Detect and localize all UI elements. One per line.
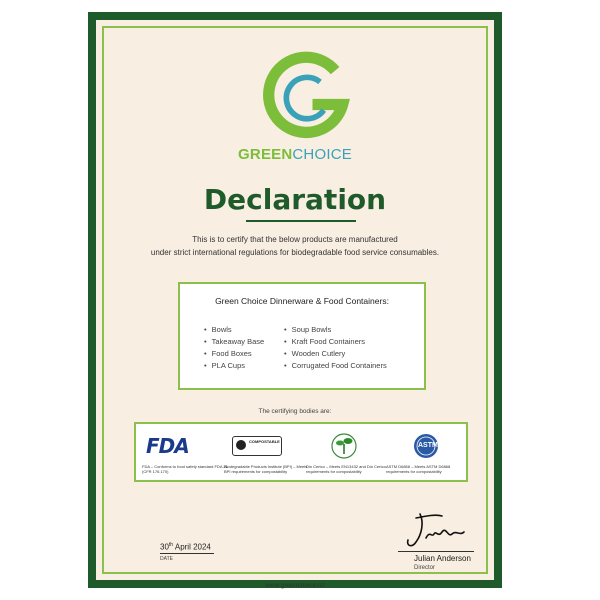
date-line <box>160 553 214 554</box>
bpi-logo-text: COMPOSTABLE <box>249 439 280 444</box>
list-item: • Bowls <box>204 324 264 336</box>
fda-logo-icon: FDA <box>146 434 189 458</box>
signatory-name: Julian Anderson <box>414 554 471 563</box>
list-item: • Food Boxes <box>204 348 264 360</box>
date-value <box>160 542 211 552</box>
date-day: 30 <box>160 542 169 552</box>
intro-line-1: This is to certify that the below products are manufactured <box>192 235 398 244</box>
products-column-2 <box>284 324 387 372</box>
cert-din <box>306 430 386 478</box>
list-item: • Kraft Food Containers <box>284 336 387 348</box>
page-title: Declaration <box>203 183 387 216</box>
list-item: • Wooden Cutlery <box>284 348 387 360</box>
products-heading: Green Choice Dinnerware & Food Containers: <box>215 296 389 306</box>
products-column-1 <box>204 324 264 372</box>
intro-line-2: under strict international regulations for biodegradable food service consumables. <box>150 248 440 257</box>
greenchoice-logo-icon <box>258 50 352 144</box>
brand-name-part1: GREEN <box>238 146 293 163</box>
cert-fda <box>142 430 228 478</box>
date-label: DATE <box>160 556 173 562</box>
products-box <box>178 282 426 390</box>
list-item: • Soup Bowls <box>284 324 387 336</box>
cert-din-text: Din Certco – Meets EN13432 and Din Certco requirements for compostability <box>306 464 386 474</box>
list-item: • PLA Cups <box>204 360 264 372</box>
title-divider <box>246 220 356 222</box>
intro-text <box>116 233 474 259</box>
signature-icon <box>402 508 468 552</box>
date-rest: April 2024 <box>173 542 211 552</box>
cert-astm-text: ASTM D6868 – Meets ASTM D6868 requirements for compostability <box>386 464 451 474</box>
brand-name-part2: CHOICE <box>292 146 352 163</box>
brand-name <box>96 146 494 163</box>
list-item: • Corrugated Food Containers <box>284 360 387 372</box>
cert-astm <box>386 430 466 478</box>
website-link[interactable]: www.greenchoice.nz <box>265 582 325 589</box>
bpi-logo-icon <box>232 436 282 456</box>
signatory-role: Director <box>414 565 436 571</box>
seedling-logo-icon <box>330 432 358 460</box>
astm-logo-text: ASTM <box>418 442 438 449</box>
certificate-inner <box>96 20 494 589</box>
bpi-circle-icon <box>236 440 246 450</box>
list-item: • Takeaway Base <box>204 336 264 348</box>
certificate-page <box>88 12 502 588</box>
cert-fda-text: FDA – Conforms to food safety standard FDA 21 (CFR 176.170) <box>142 464 228 474</box>
certifications-box <box>134 422 468 482</box>
certifying-label: The certifying bodies are: <box>258 408 332 415</box>
date-suffix: th <box>168 542 174 548</box>
signature-line <box>398 551 474 552</box>
cert-bpi-text: Biodegradable Products Institute (BPI) – Meets BPI requirements for compostability <box>224 464 308 474</box>
cert-bpi <box>224 430 308 478</box>
